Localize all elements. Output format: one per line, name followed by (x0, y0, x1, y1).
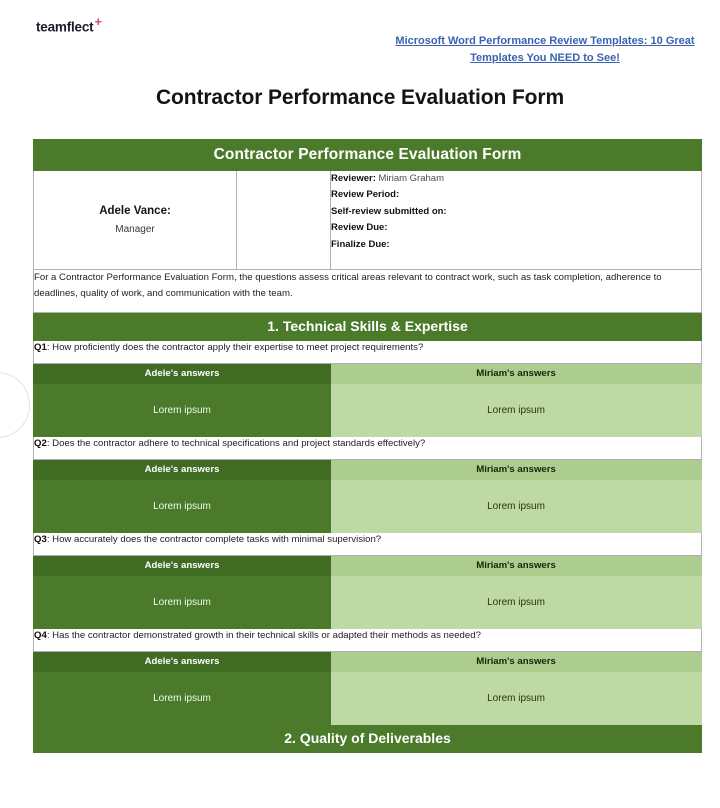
section-heading-row-1 (34, 313, 702, 341)
answer-header-right-q4: Miriam's answers (331, 652, 702, 672)
answer-header-left-q1: Adele's answers (34, 364, 331, 384)
answer-body-row (34, 384, 702, 437)
answer-header-row (34, 364, 702, 384)
page-edge-artifact (0, 372, 30, 438)
answer-body-row (34, 576, 702, 629)
question-body-q1: : How proficiently does the contractor apply their expertise to meet project requirements? (46, 342, 424, 353)
evaluation-form-table (33, 139, 702, 753)
reviewee-name: Adele Vance: (99, 205, 171, 217)
answer-right-q1[interactable]: Lorem ipsum (331, 384, 702, 437)
review-meta-cell (331, 171, 702, 270)
question-cell-q4 (34, 629, 702, 652)
page-title: Contractor Performance Evaluation Form (155, 86, 565, 109)
reviewee-info-row (34, 171, 702, 270)
reviewee-role: Manager (115, 224, 155, 235)
question-cell-q1 (34, 341, 702, 364)
plus-icon: + (94, 14, 102, 29)
question-row (34, 437, 702, 460)
answer-right-q3[interactable]: Lorem ipsum (331, 576, 702, 629)
answer-left-q3[interactable]: Lorem ipsum (34, 576, 331, 629)
teamflect-logo (36, 14, 102, 35)
answer-left-q4[interactable]: Lorem ipsum (34, 672, 331, 725)
promo-link[interactable]: Microsoft Word Performance Review Templates: 10 Great Templates You NEED to See! (395, 35, 695, 64)
meta-review-period-label: Review Period: (331, 189, 400, 201)
meta-finalize-due-label: Finalize Due: (331, 238, 390, 250)
question-body-q4: : Has the contractor demonstrated growth in their technical skills or adapted their methods as needed? (46, 630, 481, 641)
answer-right-q4[interactable]: Lorem ipsum (331, 672, 702, 725)
answer-header-right-q1: Miriam's answers (331, 364, 702, 384)
meta-self-review (331, 204, 701, 220)
form-title-banner: Contractor Performance Evaluation Form (34, 140, 702, 171)
answer-body-row (34, 672, 702, 725)
meta-finalize-due (331, 237, 701, 253)
question-body-q3: : How accurately does the contractor complete tasks with minimal supervision? (46, 534, 382, 545)
question-cell-q3 (34, 533, 702, 556)
answer-header-left-q2: Adele's answers (34, 460, 331, 480)
answer-left-q2[interactable]: Lorem ipsum (34, 480, 331, 533)
question-text-q2 (34, 437, 701, 451)
answer-right-q2[interactable]: Lorem ipsum (331, 480, 702, 533)
question-cell-q2 (34, 437, 702, 460)
question-row (34, 341, 702, 364)
answer-header-row (34, 460, 702, 480)
question-text-q3 (34, 533, 701, 547)
answer-header-right-q3: Miriam's answers (331, 556, 702, 576)
answer-header-row (34, 556, 702, 576)
meta-reviewer-label: Reviewer: (331, 173, 376, 184)
question-number-q1: Q1 (34, 342, 47, 353)
section-heading-row-2 (34, 725, 702, 753)
question-row (34, 533, 702, 556)
question-text-q4 (34, 629, 701, 643)
question-text-q1 (34, 341, 701, 355)
meta-self-review-label: Self-review submitted on: (331, 205, 447, 217)
section-heading-technical-skills: 1. Technical Skills & Expertise (34, 313, 702, 341)
meta-review-due-label: Review Due: (331, 222, 388, 234)
question-number-q2: Q2 (34, 438, 47, 449)
description-cell (34, 270, 702, 313)
answer-header-left-q4: Adele's answers (34, 652, 331, 672)
table-title-row (34, 140, 702, 171)
answer-left-q1[interactable]: Lorem ipsum (34, 384, 331, 437)
description-row (34, 270, 702, 313)
meta-review-due (331, 220, 701, 236)
question-number-q3: Q3 (34, 534, 47, 545)
page-header (0, 0, 720, 78)
reviewee-cell (34, 171, 237, 270)
answer-header-right-q2: Miriam's answers (331, 460, 702, 480)
question-number-q4: Q4 (34, 630, 47, 641)
answer-header-left-q3: Adele's answers (34, 556, 331, 576)
answer-body-row (34, 480, 702, 533)
form-description: For a Contractor Performance Evaluation Form, the questions assess critical areas relevant to contract work, such as task completion, adherence to deadlines, quality of work, and communication with the team. (34, 272, 662, 299)
spacer-cell (237, 171, 331, 270)
section-heading-quality-deliverables: 2. Quality of Deliverables (34, 725, 702, 753)
question-body-q2: : Does the contractor adhere to technical specifications and project standards effectively? (46, 438, 426, 449)
logo-wordmark: teamflect (36, 19, 94, 35)
question-row (34, 629, 702, 652)
answer-header-row (34, 652, 702, 672)
meta-review-period (331, 187, 701, 203)
meta-reviewer (331, 171, 701, 187)
meta-reviewer-value: Miriam Graham (378, 173, 444, 184)
